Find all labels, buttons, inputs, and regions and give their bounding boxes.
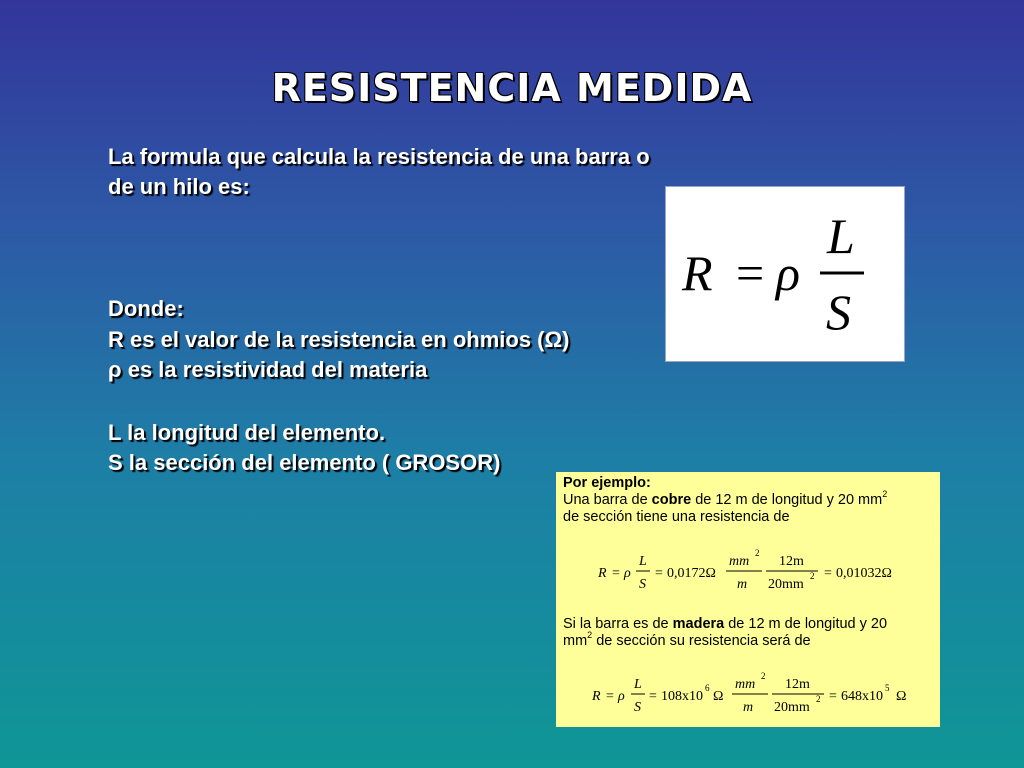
example-equation-1 bbox=[556, 544, 940, 600]
where-label: Donde: bbox=[108, 296, 184, 321]
formula-denominator-S: S bbox=[826, 284, 851, 340]
eq2-equals-2: = bbox=[649, 689, 657, 704]
example-material-copper: cobre bbox=[651, 492, 692, 508]
eq2-result-unit: Ω bbox=[896, 689, 907, 704]
example-text: mm bbox=[563, 633, 588, 649]
intro-text-line-2: de un hilo es: bbox=[108, 174, 250, 199]
eq1-equals: = bbox=[612, 566, 620, 581]
example-paragraph-2 bbox=[563, 616, 939, 650]
example-superscript: 2 bbox=[587, 630, 593, 640]
example-text: de sección su resistencia será de bbox=[592, 633, 811, 649]
eq2-coefficient-unit: Ω bbox=[713, 689, 724, 704]
formula-equals: = bbox=[736, 245, 765, 301]
intro-text-line-1: La formula que calcula la resistencia de una barra o bbox=[108, 144, 650, 169]
eq2-result-sup: 5 bbox=[885, 683, 890, 693]
example-heading: Por ejemplo: bbox=[563, 475, 651, 491]
eq1-result: 0,01032Ω bbox=[836, 566, 892, 581]
definition-S: S la sección del elemento ( GROSOR) bbox=[108, 450, 501, 475]
example-text: de 12 m de longitud y 20 bbox=[724, 616, 888, 632]
eq2-len-num: 12m bbox=[785, 677, 810, 692]
example-text: Si la barra es de bbox=[563, 616, 673, 632]
eq1-rho: ρ bbox=[624, 566, 631, 581]
slide-title: RESISTENCIA MEDIDA bbox=[271, 66, 753, 110]
eq2-len-den-sup: 2 bbox=[816, 694, 821, 704]
formula-numerator-L: L bbox=[827, 208, 855, 264]
example-equation-2 bbox=[556, 668, 940, 724]
eq2-S: S bbox=[634, 700, 641, 715]
eq2-equals: = bbox=[606, 689, 614, 704]
eq2-unit-den: m bbox=[743, 700, 754, 715]
example-superscript: 2 bbox=[882, 489, 888, 499]
definition-L: L la longitud del elemento. bbox=[108, 420, 386, 445]
example-box bbox=[556, 472, 940, 727]
formula-rho: ρ bbox=[776, 245, 800, 301]
eq1-S: S bbox=[639, 577, 646, 592]
eq1-unit-den: m bbox=[737, 577, 748, 592]
resistance-formula bbox=[665, 186, 905, 362]
example-material-wood: madera bbox=[672, 616, 725, 632]
example-text: de sección tiene una resistencia de bbox=[563, 509, 790, 525]
eq1-coefficient: 0,0172Ω bbox=[667, 566, 716, 581]
eq2-result: 648x10 bbox=[841, 689, 883, 704]
formula-R: R bbox=[682, 245, 713, 301]
eq1-R: R bbox=[598, 566, 607, 581]
eq2-unit-num: mm bbox=[735, 677, 756, 692]
eq1-unit-num: mm bbox=[729, 554, 750, 569]
eq2-equals-3: = bbox=[829, 689, 837, 704]
eq1-unit-num-sup: 2 bbox=[755, 548, 760, 558]
definition-rho: ρ es la resistividad del materia bbox=[108, 357, 428, 382]
eq2-coefficient: 108x10 bbox=[661, 689, 703, 704]
eq2-coefficient-sup: 6 bbox=[705, 683, 710, 693]
eq1-len-den: 20mm bbox=[768, 577, 804, 592]
eq2-unit-num-sup: 2 bbox=[761, 671, 766, 681]
eq1-equals-2: = bbox=[655, 566, 663, 581]
example-text: de 12 m de longitud y 20 mm bbox=[691, 492, 883, 508]
example-text: Una barra de bbox=[563, 492, 652, 508]
eq1-L: L bbox=[639, 554, 647, 569]
eq1-equals-3: = bbox=[824, 566, 832, 581]
example-paragraph-1 bbox=[563, 489, 939, 526]
eq1-len-num: 12m bbox=[779, 554, 804, 569]
eq2-len-den: 20mm bbox=[774, 700, 810, 715]
eq2-R: R bbox=[592, 689, 601, 704]
eq2-L: L bbox=[634, 677, 642, 692]
eq1-len-den-sup: 2 bbox=[810, 571, 815, 581]
eq2-rho: ρ bbox=[618, 689, 625, 704]
definition-R: R es el valor de la resistencia en ohmios (Ω) bbox=[108, 327, 570, 352]
